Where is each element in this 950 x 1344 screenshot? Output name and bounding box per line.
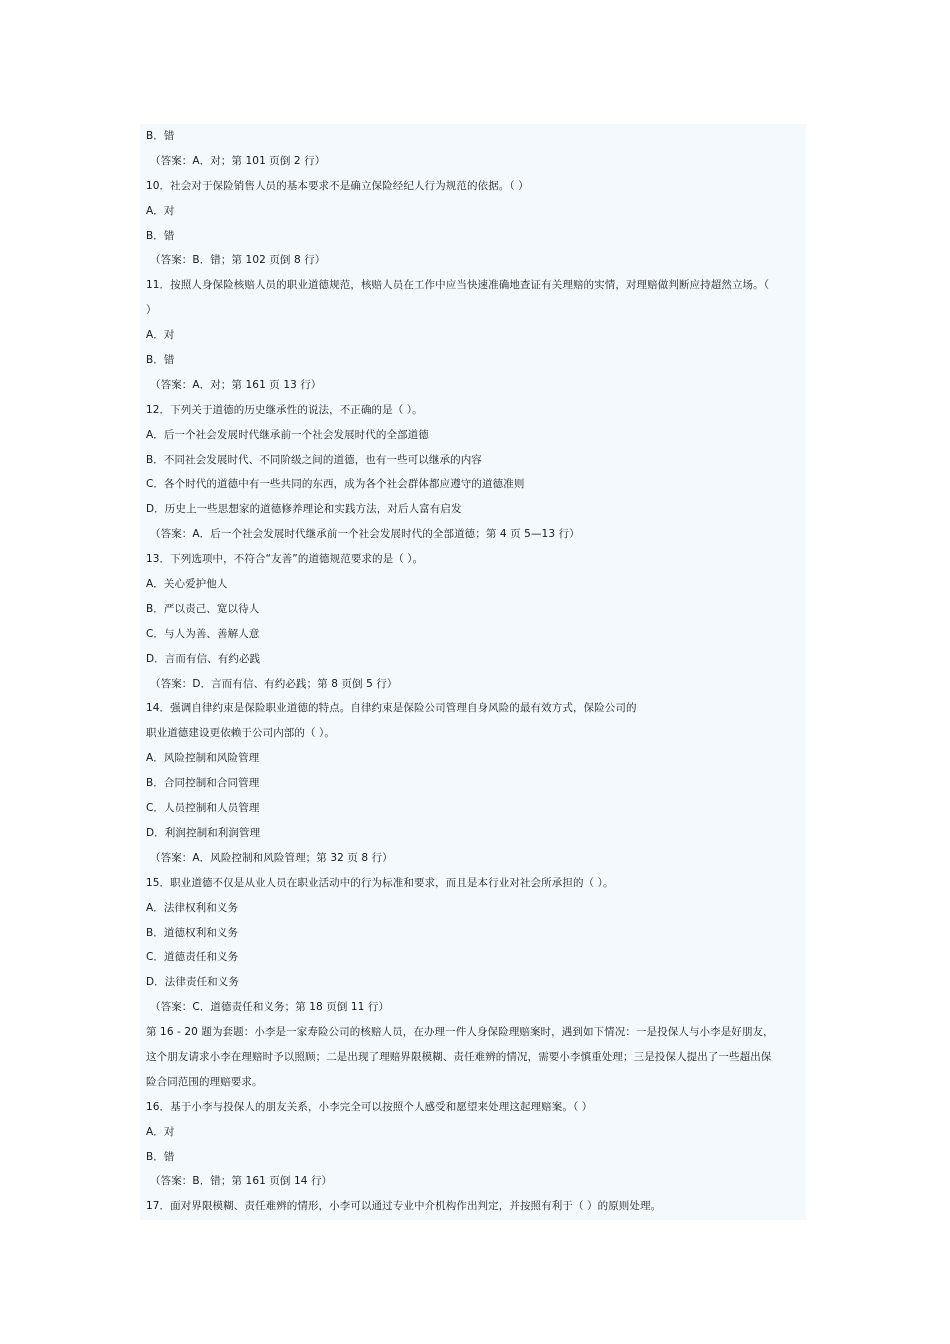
question-line: 这个朋友请求小李在理赔时予以照顾；二是出现了理赔界限模糊、责任难辨的情况，需要小李慎重处理；三是投保人提出了一些超出保 — [146, 1050, 772, 1063]
answer-line: （答案：A．对；第 101 页倒 2 行） — [150, 154, 326, 167]
question-line: 12．下列关于道德的历史继承性的说法，不正确的是（ ）。 — [146, 403, 423, 416]
question-line: 第 16 - 20 题为套题：小李是一家寿险公司的核赔人员，在办理一件人身保险理赔案时，遇到如下情况：一是投保人与小李是好朋友， — [146, 1026, 774, 1039]
option-line: C．人员控制和人员管理 — [146, 802, 260, 815]
option-line: A．后一个社会发展时代继承前一个社会发展时代的全部道德 — [146, 428, 429, 441]
answer-line: （答案：C．道德责任和义务；第 18 页倒 11 行） — [150, 1001, 390, 1014]
option-line: D．言而有信、有约必践 — [146, 652, 261, 665]
option-line: A．对 — [146, 204, 175, 217]
option-line: D．历史上一些思想家的道德修养理论和实践方法，对后人富有启发 — [146, 503, 462, 516]
answer-line: （答案：B．错；第 102 页倒 8 行） — [150, 254, 326, 267]
option-line: D．利润控制和利润管理 — [146, 826, 261, 839]
option-line: B．合同控制和合同管理 — [146, 777, 260, 790]
question-line: 17．面对界限模糊、责任难辨的情形，小李可以通过专业中介机构作出判定，并按照有利于（ ）的原则处理。 — [146, 1200, 662, 1213]
option-line: A．对 — [146, 1125, 175, 1138]
question-line: 15．职业道德不仅是从业人员在职业活动中的行为标准和要求，而且是本行业对社会所承担的（ ）。 — [146, 876, 614, 889]
option-line: A．法律权利和义务 — [146, 901, 239, 914]
option-line: A．风险控制和风险管理 — [146, 752, 260, 765]
option-line: B．错 — [146, 130, 175, 142]
question-line: 13．下列选项中，不符合“友善”的道德规范要求的是（ ）。 — [146, 553, 424, 566]
option-line: B．错 — [146, 1150, 175, 1163]
option-line: A．关心爱护他人 — [146, 578, 228, 591]
option-line: B．道德权利和义务 — [146, 926, 239, 939]
answer-line: （答案：B．错；第 161 页倒 14 行） — [150, 1175, 333, 1188]
document-body — [146, 124, 806, 1219]
answer-line: （答案：A．后一个社会发展时代继承前一个社会发展时代的全部道德；第 4 页 5—13 行） — [150, 528, 580, 541]
option-line: B．严以责己、宽以待人 — [146, 602, 260, 615]
option-line: B．错 — [146, 354, 175, 367]
question-line: 16．基于小李与投保人的朋友关系，小李完全可以按照个人感受和愿望来处理这起理赔案。（ ） — [146, 1100, 593, 1113]
question-line: 职业道德建设更依赖于公司内部的（ ）。 — [146, 727, 335, 740]
answer-line: （答案：A．风险控制和风险管理；第 32 页 8 行） — [150, 851, 393, 864]
question-line: 14．强调自律约束是保险职业道德的特点。自律约束是保险公司管理自身风险的最有效方式，保险公司的 — [146, 702, 637, 715]
question-line: 10．社会对于保险销售人员的基本要求不是确立保险经纪人行为规范的依据。（ ） — [146, 179, 529, 192]
question-line: ） — [146, 304, 157, 317]
option-line: B．错 — [146, 229, 175, 242]
option-line: C．与人为善、善解人意 — [146, 627, 260, 640]
option-line: D．法律责任和义务 — [146, 976, 239, 989]
answer-line: （答案：D．言而有信、有约必践；第 8 页倒 5 行） — [150, 677, 398, 690]
question-line: 11．按照人身保险核赔人员的职业道德规范，核赔人员在工作中应当快速准确地查证有关理赔的实情，对理赔做判断应持超然立场。（ — [146, 279, 770, 292]
option-line: A．对 — [146, 329, 175, 342]
option-line: C．各个时代的道德中有一些共同的东西，成为各个社会群体都应遵守的道德准则 — [146, 478, 525, 491]
option-line: C．道德责任和义务 — [146, 951, 239, 964]
question-line: 险合同范围的理赔要求。 — [146, 1075, 263, 1088]
option-line: B．不同社会发展时代、不同阶级之间的道德，也有一些可以继承的内容 — [146, 453, 482, 466]
answer-line: （答案：A．对；第 161 页 13 行） — [150, 378, 322, 391]
